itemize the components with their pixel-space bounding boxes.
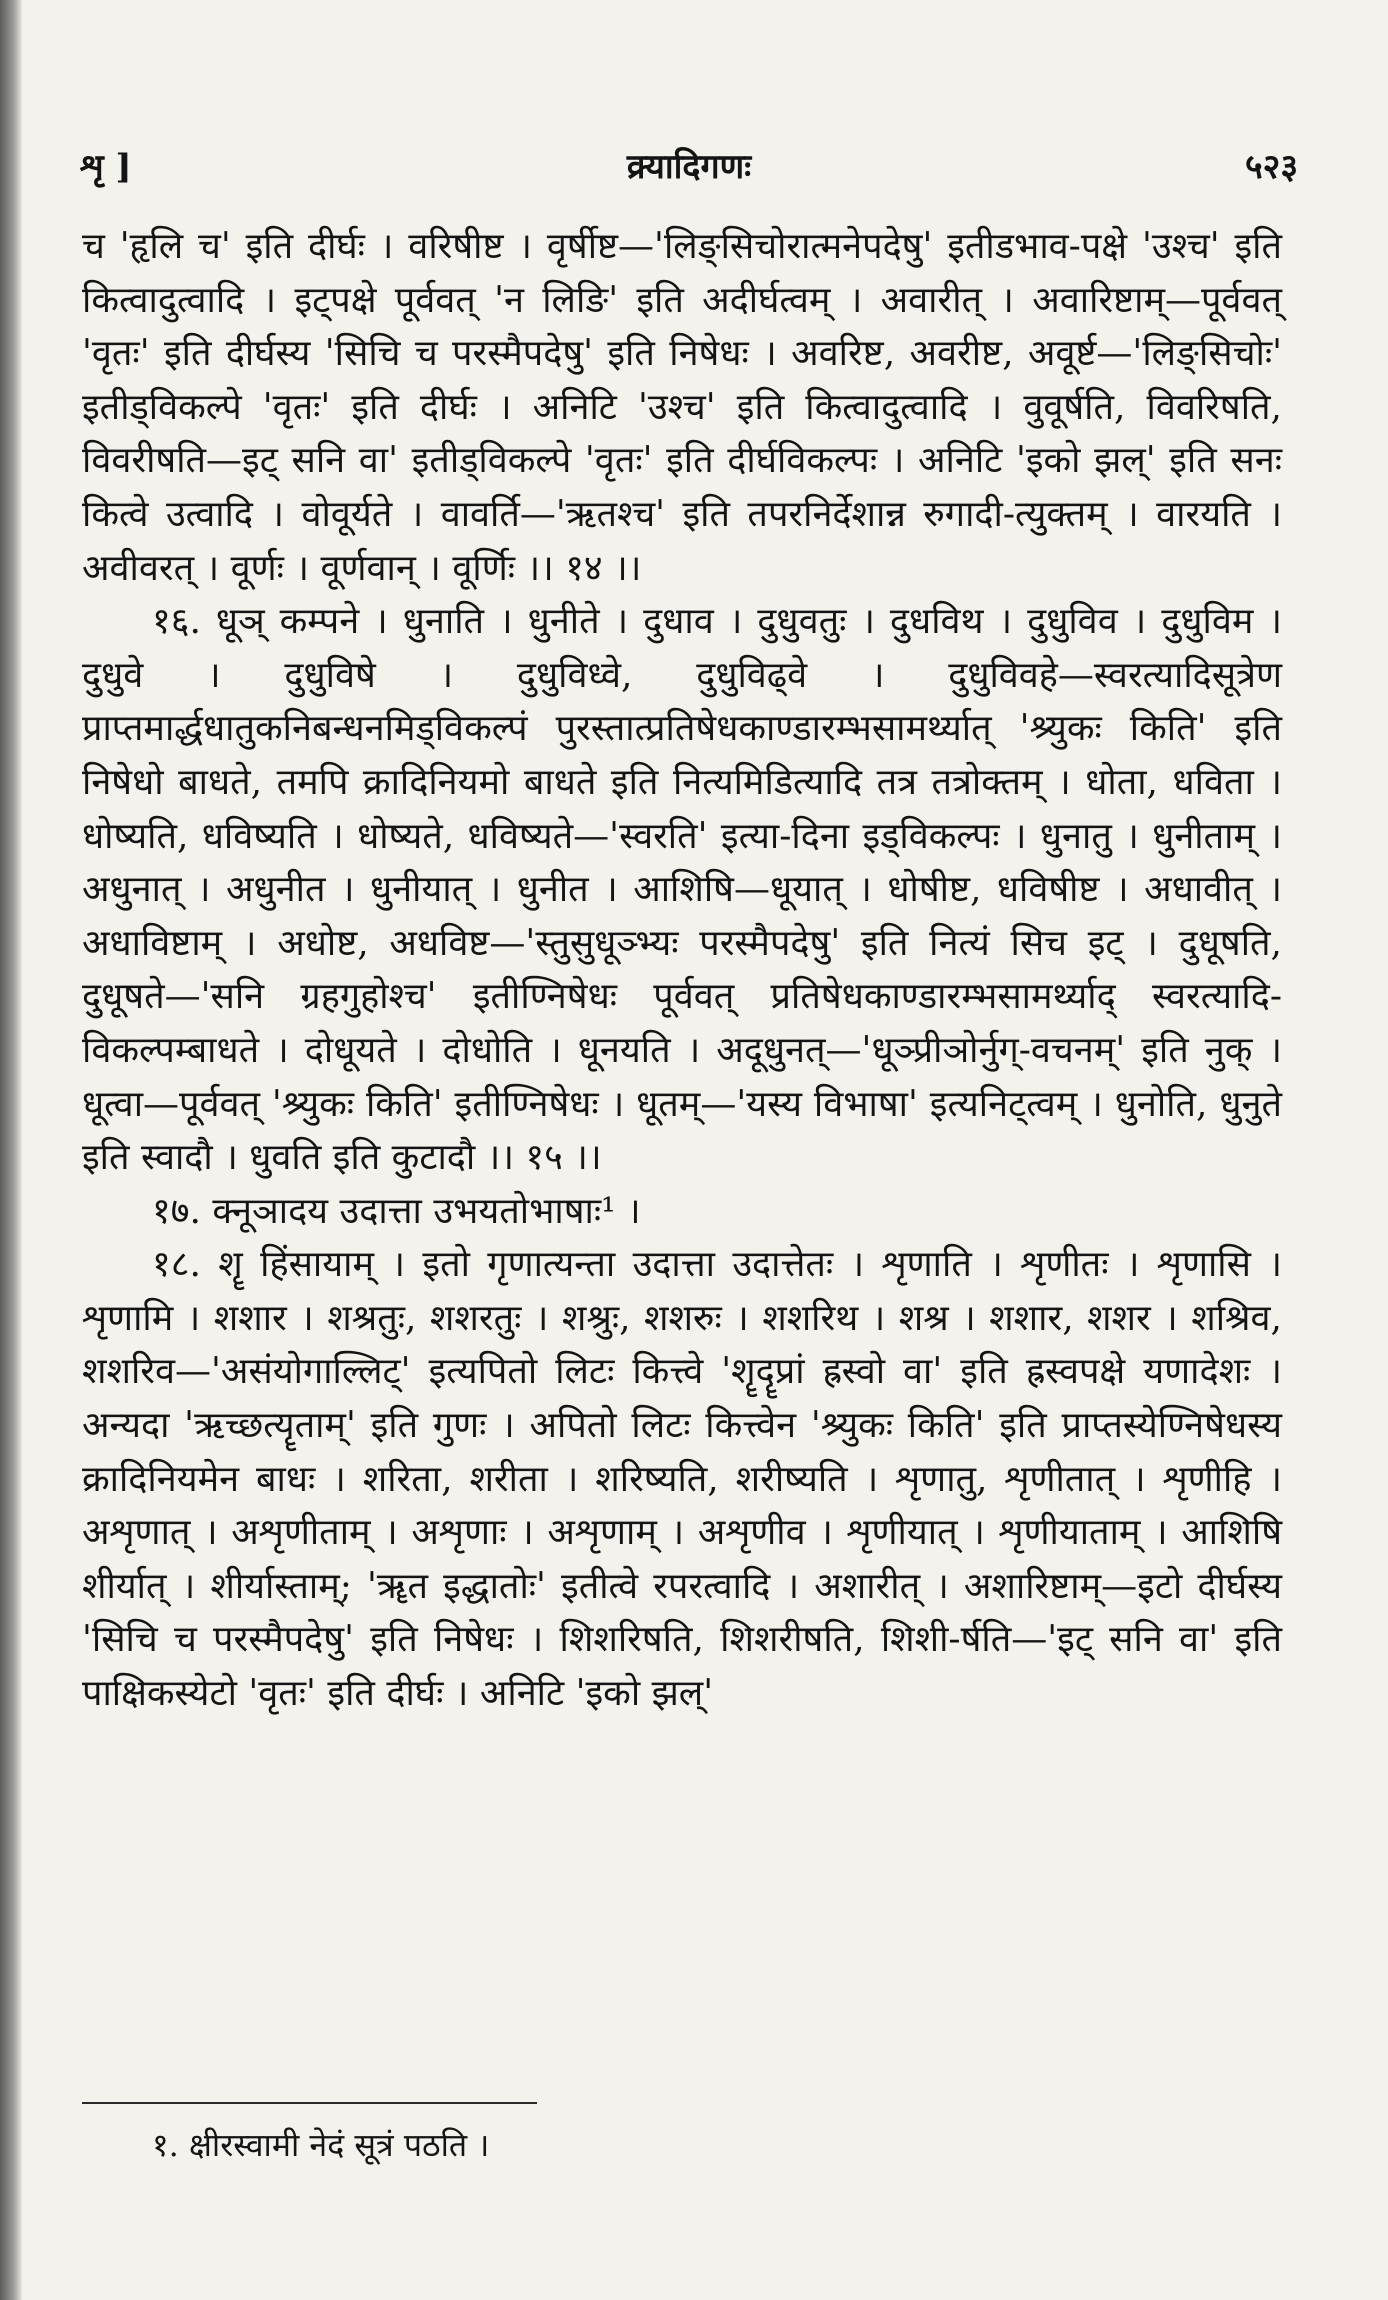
paragraph-1: च 'हृलि च' इति दीर्घः । वरिषीष्ट । वृर्षीष्ट—'लिङ्सिचोरात्मनेपदेषु' इतीडभाव-पक्षे 'उश्च' इति कित्वादुत्वादि । इट्पक्षे पूर्ववत् 'न लिङि' इति अदीर्घत्वम् । अवारीत् । अवारिष्टाम्—पूर्ववत् 'वृतः' इति दीर्घस्य 'सिचि च परस्मैपदेषु' इति निषेधः । अवरिष्ट, अवरीष्ट, अवूर्ष्ट—'लिङ्सिचोः' इतीड्विकल्पे 'वृतः' इति दीर्घः । अनिटि 'उश्च' इति कित्वादुत्वादि । वुवूर्षति, विवरिषति, विवरीषति—इट् सनि वा' इतीड्विकल्पे 'वृतः' इति दीर्घविकल्पः । अनिटि 'इको झल्' इति सनः कित्वे उत्वादि । वोवूर्यते । वावर्ति—'ऋतश्च' इति तपरनिर्देशान्न रुगादी-त्युक्तम् । वारयति । अवीवरत् । वूर्णः । वूर्णवान् । वूर्णिः ।। १४ ।। [82, 226, 1282, 589]
running-header [80, 142, 1298, 192]
paragraph-3: १७. क्नूञादय उदात्ता उभयतोभाषाः¹ । [152, 1190, 641, 1232]
paragraph-4: १८. शॄ हिंसायाम् । इतो गृणात्यन्ता उदात्ता उदात्तेतः । शृणाति । शृणीतः । शृणासि । शृणामि । शशार । शश्रतुः, शशरतुः । शश्रुः, शशरुः । शशरिथ । शश्र । शशार, शशर । शश्रिव, शशरिव—'असंयोगाल्लिट्' इत्यपितो लिटः कित्त्वे 'शॄदॄप्रां ह्रस्वो वा' इति ह्रस्वपक्षे यणादेशः । अन्यदा 'ऋच्छत्यॄताम्' इति गुणः । अपितो लिटः कित्त्वेन 'श्र्युकः किति' इति प्राप्तस्येण्निषेधस्य क्रादिनियमेन बाधः । शरिता, शरीता । शरिष्यति, शरीष्यति । शृणातु, शृणीतात् । शृणीहि । अशृणात् । अशृणीताम् । अशृणाः । अशृणाम् । अशृणीव । शृणीयात् । शृणीयाताम् । आशिषि शीर्यात् । शीर्यास्ताम्; 'ॠत इद्धातोः' इतीत्वे रपरत्वादि । अशारीत् । अशारिष्टाम्—इटो दीर्घस्य 'सिचि च परस्मैपदेषु' इति निषेधः । शिशरिषति, शिशरीषति, शिशी-र्षति—'इट् सनि वा' इति पाक्षिकस्येटो 'वृतः' इति दीर्घः । अनिटि 'इको झल्' [82, 1244, 1282, 1715]
footnote: १. क्षीरस्वामी नेदं सूत्रं पठति । [152, 2126, 490, 2164]
header-root-marker: शृ ] [80, 147, 132, 187]
page-spine-shadow [0, 0, 22, 2300]
main-text [82, 220, 1282, 1721]
paragraph-2: १६. धूञ् कम्पने । धुनाति । धुनीते । दुधाव । दुधुवतुः । दुधविथ । दुधुविव । दुधुविम । दुधुवे । दुधुविषे । दुधुविध्वे, दुधुविढ्वे । दुधुविवहे—स्वरत्यादिसूत्रेण प्राप्तमार्द्धधातुकनिबन्धनमिड्विकल्पं पुरस्तात्प्रतिषेधकाण्डारम्भसामर्थ्यात् 'श्र्युकः किति' इति निषेधो बाधते, तमपि क्रादिनियमो बाधते इति नित्यमिडित्यादि तत्र तत्रोक्तम् । धोता, धविता । धोष्यति, धविष्यति । धोष्यते, धविष्यते—'स्वरति' इत्या-दिना इड्विकल्पः । धुनातु । धुनीताम् । अधुनात् । अधुनीत । धुनीयात् । धुनीत । आशिषि—धूयात् । धोषीष्ट, धविषीष्ट । अधावीत् । अधाविष्टाम् । अधोष्ट, अधविष्ट—'स्तुसुधूञ्भ्यः परस्मैपदेषु' इति नित्यं सिच इट् । दुधूषति, दुधूषते—'सनि ग्रहगुहोश्च' इतीण्निषेधः पूर्ववत् प्रतिषेधकाण्डारम्भसामर्थ्याद् स्वरत्यादि-विकल्पम्बाधते । दोधूयते । दोधोति । धूनयति । अदूधुनत्—'धूञ्प्रीञोर्नुग्-वचनम्' इति नुक् । धूत्वा—पूर्ववत् 'श्र्युकः किति' इतीण्निषेधः । धूतम्—'यस्य विभाषा' इत्यनिट्त्वम् । धुनोति, धुनुते इति स्वादौ । धुवति इति कुटादौ ।। १५ ।। [82, 601, 1282, 1179]
page-number: ५२३ [1244, 147, 1298, 187]
footnote-separator [82, 2102, 537, 2104]
header-section-title: क्र्यादिगणः [626, 147, 752, 187]
